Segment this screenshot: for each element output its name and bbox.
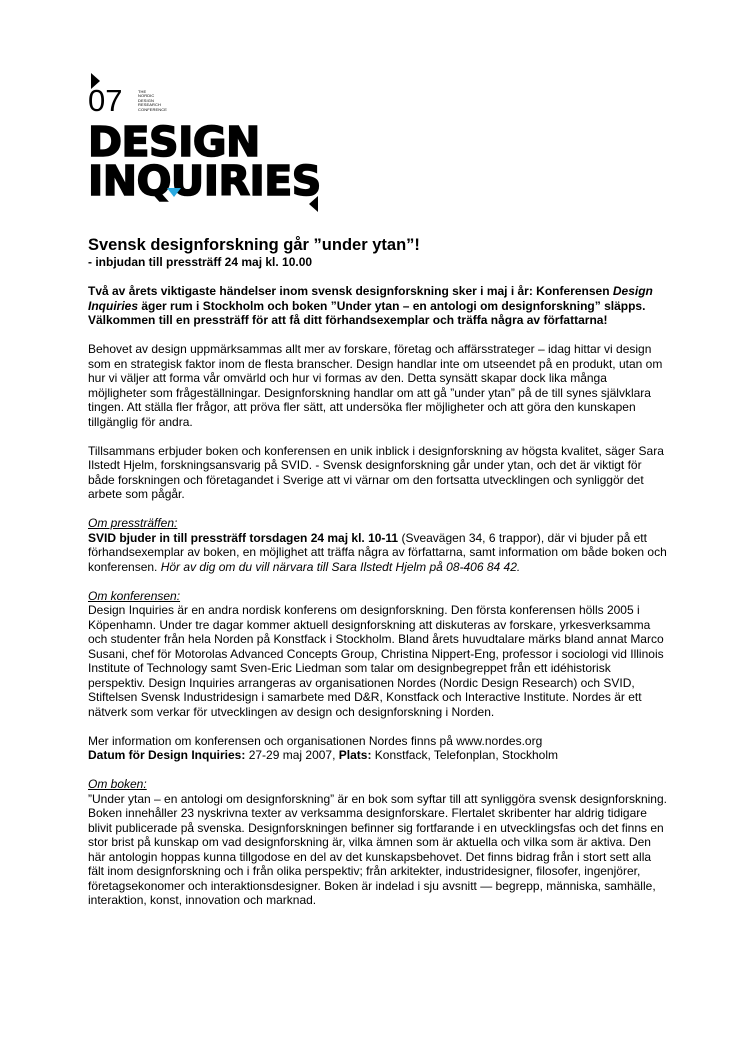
paragraph-intro: Behovet av design uppmärksammas allt mer av forskare, företag och affärsstrateger – idag hittar vi design som en strategisk faktor inom de flesta branscher. Design handlar inte om utseendet på en produkt, utan om hur vi väljer att forma vår omvärld och hur vi formas av den. Detta synsätt skapar dock lika många möjligheter som frågeställningar. Designforskning handlar om att gå ”under ytan” på de till synes självklara tingen. Att ställa fler frågor, att pröva fler sätt, att undersöka fler möjligheter och att göra den kunskapen tillgänglig för andra. xyxy=(88,342,663,429)
logo-subtext: THE NORDIC DESIGN RESEARCH CONFERENCE xyxy=(138,89,168,112)
section-press: Om pressträffen: SVID bjuder in till pressträff torsdagen 24 maj kl. 10-11 (Sveavägen 34, 6 trappor), där vi bjuder på ett förhandsexemplar av boken, en möjlighet att träffa några av författarna, samt information om både boken och konferensen. Hör av dig om du vill närvara till Sara Ilstedt Hjelm på 08-406 84 42. xyxy=(88,516,667,574)
lead-paragraph: Två av årets viktigaste händelser inom svensk designforskning sker i maj i år: Konferensen Design Inquiries äger rum i Stockholm och boken ”Under ytan – en antologi om designforskning” släpps. Välkommen till en pressträff för att få ditt förhandsexemplar och träffa några av författarna! xyxy=(88,284,653,327)
logo-number: 07 xyxy=(88,83,123,118)
triangle-marker-icon xyxy=(309,196,318,212)
logo-word-inquiries: INQUIRIES xyxy=(88,157,321,205)
blue-triangle-accent-icon xyxy=(167,188,181,197)
press-release-body xyxy=(88,236,668,922)
section-heading-conference: Om konferensen: xyxy=(88,588,181,603)
section-book: Om boken: ”Under ytan – en antologi om designforskning” är en bok som syftar till att synliggöra svensk designforskning. Boken innehåller 23 nyskrivna texter av verksamma designforskare. Flertalet skribenter har aldrig tidigare blivit publicerade på svenska. Designforskningen befinner sig fortfarande i en utvecklingsfas och det finns en stor brist på kunskap om vad designforskning är, vilka ämnen som är aktuella och vilka som är aktiva. Den här antologin hoppas kunna tillgodose en del av det kunskapsbehovet. Det finns bidrag från i stort sett alla fält inom designforskning och i från olika perspektiv; från arkitekter, industridesigner, filosofer, ingenjörer, företagsekonomer och interaktionsdesigner. Boken är indelad i sju avsnitt — begrepp, människa, samhälle, interaktion, konst, innovation och marknad. xyxy=(88,777,667,907)
document-subtitle: - inbjudan till pressträff 24 maj kl. 10.00 xyxy=(88,255,313,269)
info-line: Mer information om konferensen och organisationen Nordes finns på www.nordes.org xyxy=(88,733,543,748)
document-title: Svensk designforskning går ”under ytan”! xyxy=(88,236,420,254)
design-inquiries-logo xyxy=(88,70,328,220)
paragraph-quote: Tillsammans erbjuder boken och konferensen en unik inblick i designforskning av högsta kvalitet, säger Sara Ilstedt Hjelm, forskningsansvarig på SVID. - Svensk designforskning går under ytan, och det är viktigt för både forskningen och företagandet i Sverige att vi värnar om den fortsatta utvecklingen och synliggör det arbete som pågår. xyxy=(88,443,664,501)
logo-word-design: DESIGN xyxy=(88,118,260,166)
section-heading-book: Om boken: xyxy=(88,777,147,791)
section-heading-press: Om pressträffen: xyxy=(88,516,178,530)
section-conference: Om konferensen: Design Inquiries är en andra nordisk konferens om designforskning. Den första konferensen hölls 2005 i Köpenhamn. Under tre dagar kommer aktuell designforskning att diskuteras av forskare, yrkesverksamma och studenter från hela Norden på Konstfack i Stockholm. Bland årets huvudtalare märks bland annat Marco Susani, chef för Motorolas Advanced Concepts Group, Christina Nippert-Eng, professor i sociologi vid Illinois Institute of Technology samt Sven-Eric Liedman som talar om designbegreppet från ett idéhistorisk perspektiv. Design Inquiries arrangeras av organisationen Nordes (Nordic Design Research) och SVID, Stiftelsen Svensk Industridesign i samarbete med D&R, Konstfack och Interactive Institute. Nordes är ett nätverk som verkar för utvecklingen av design och designforskning i Norden. xyxy=(88,589,668,720)
section-info: Mer information om konferensen och organisationen Nordes finns på www.nordes.org Datum för Design Inquiries: 27-29 maj 2007, Plats: Konstfack, Telefonplan, Stockholm xyxy=(88,733,559,762)
